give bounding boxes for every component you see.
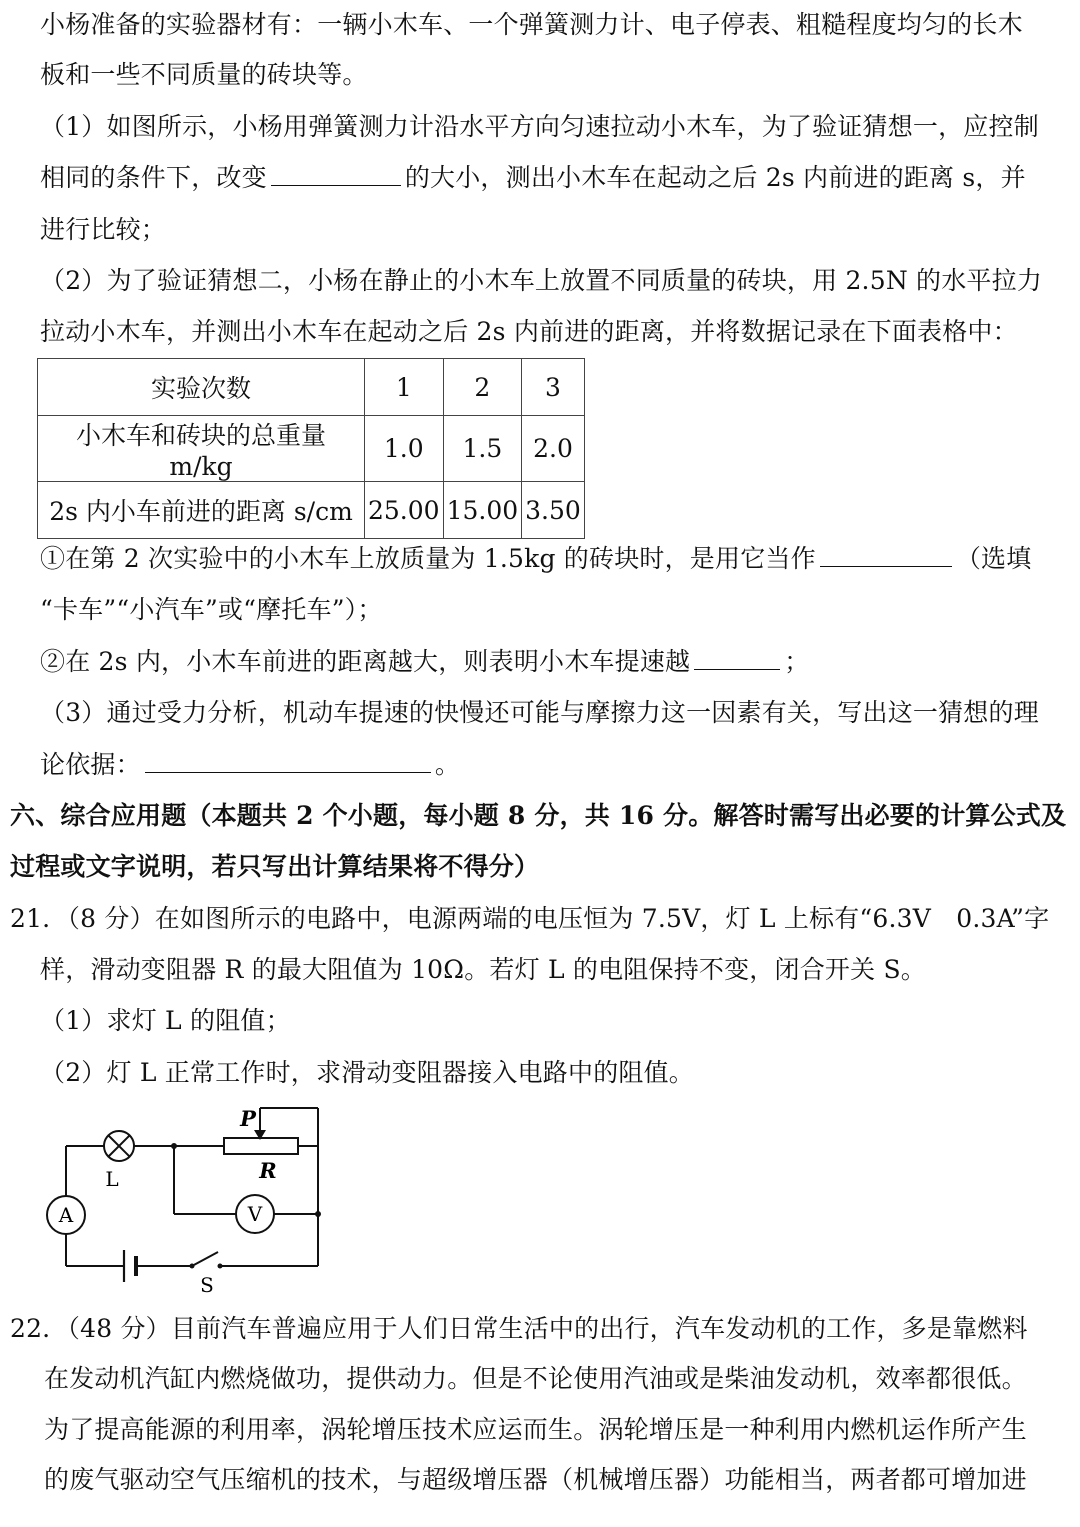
text-line: （1）如图所示，小杨用弹簧测力计沿水平方向匀速拉动小木车，为了验证猜想一，应控制 [40, 112, 1039, 141]
circuit-diagram [40, 1100, 340, 1300]
text-line: 样，滑动变阻器 R 的最大阻值为 10Ω。若灯 L 的电阻保持不变，闭合开关 S。 [40, 955, 926, 984]
resistor-symbol [224, 1138, 298, 1154]
text-line: （1）求灯 L 的阻值； [40, 1006, 291, 1035]
text-line: 板和一些不同质量的砖块等。 [40, 60, 368, 89]
junction-dot [315, 1211, 321, 1217]
junction-dot [171, 1143, 177, 1149]
table-cell: 1.0 [365, 416, 444, 482]
text-line: 在发动机汽缸内燃烧做功，提供动力。但是不论使用汽油或是柴油发动机，效率都很低。 [44, 1364, 1027, 1393]
text-line [40, 542, 1031, 576]
section-heading: 六、综合应用题（本题共 2 个小题，每小题 8 分，共 16 分。解答时需写出必要的计算公式及 [10, 801, 1067, 830]
table-cell: 1.5 [443, 416, 522, 482]
text-segment: 的大小，测出小木车在起动之后 2s 内前进的距离 s，并 [404, 163, 1026, 192]
table-cell: 3 [522, 359, 585, 416]
text-segment: （选填 [955, 544, 1032, 573]
text-line: 的废气驱动空气压缩机的技术，与超级增压器（机械增压器）功能相当，两者都可增加进 [44, 1465, 1027, 1494]
table-cell: 2.0 [522, 416, 585, 482]
lamp-symbol [104, 1131, 134, 1161]
slider-label: P [240, 1106, 256, 1131]
voltmeter-label: V [247, 1202, 263, 1226]
text-segment: 。 [434, 750, 461, 779]
text-segment: 论依据： [40, 750, 141, 779]
switch-label: S [200, 1273, 214, 1297]
section-heading: 过程或文字说明，若只写出计算结果将不得分） [10, 852, 540, 881]
answer-blank[interactable] [820, 542, 952, 567]
resistor-label: R [259, 1158, 277, 1183]
table-cell: 1 [365, 359, 444, 416]
text-line: 拉动小木车，并测出小木车在起动之后 2s 内前进的距离，并将数据记录在下面表格中： [40, 317, 1018, 346]
table-cell: 实验次数 [38, 359, 365, 416]
text-line: 小杨准备的实验器材有：一辆小木车、一个弹簧测力计、电子停表、粗糙程度均匀的长木 [40, 10, 1023, 39]
question-21: 21．（8 分）在如图所示的电路中，电源两端的电压恒为 7.5V，灯 L 上标有“6.3V 0.3A”字 [10, 904, 1050, 933]
table-cell: 15.00 [443, 482, 522, 539]
text-line: （2）为了验证猜想二，小杨在静止的小木车上放置不同质量的砖块，用 2.5N 的水平拉力 [40, 266, 1043, 295]
battery-symbol [124, 1250, 136, 1282]
text-segment: ②在 2s 内，小木车前进的距离越大，则表明小木车提速越 [40, 647, 691, 676]
text-line: （2）灯 L 正常工作时，求滑动变阻器接入电路中的阻值。 [40, 1058, 695, 1087]
text-segment: 相同的条件下，改变 [40, 163, 267, 192]
table-cell: 25.00 [365, 482, 444, 539]
answer-blank[interactable] [694, 645, 780, 670]
answer-blank[interactable] [145, 748, 431, 773]
switch-symbol [190, 1252, 223, 1269]
table-cell: 2 [443, 359, 522, 416]
text-line [40, 161, 1026, 195]
text-line: “卡车”“小汽车”或“摩托车”）； [40, 595, 383, 624]
table-row [38, 416, 585, 482]
table-row [38, 482, 585, 539]
lamp-label: L [105, 1167, 119, 1191]
text-segment: ； [784, 647, 810, 676]
table-row [38, 359, 585, 416]
text-line: 进行比较； [40, 215, 167, 244]
text-line: 为了提高能源的利用率，涡轮增压技术应运而生。涡轮增压是一种利用内燃机运作所产生 [44, 1415, 1027, 1444]
table-cell: 2s 内小车前进的距离 s/cm [38, 482, 365, 539]
text-segment: ①在第 2 次实验中的小木车上放质量为 1.5kg 的砖块时，是用它当作 [40, 544, 816, 573]
text-line [40, 645, 809, 679]
table-cell: 小木车和砖块的总重量 m/kg [38, 416, 365, 482]
text-line: （3）通过受力分析，机动车提速的快慢还可能与摩擦力这一因素有关，写出这一猜想的理 [40, 698, 1039, 727]
text-line [40, 748, 460, 782]
table-cell: 3.50 [522, 482, 585, 539]
question-22: 22．（48 分）目前汽车普遍应用于人们日常生活中的出行，汽车发动机的工作，多是靠燃料 [10, 1314, 1028, 1343]
ammeter-label: A [58, 1203, 74, 1227]
data-table [37, 358, 585, 539]
answer-blank[interactable] [271, 161, 401, 186]
